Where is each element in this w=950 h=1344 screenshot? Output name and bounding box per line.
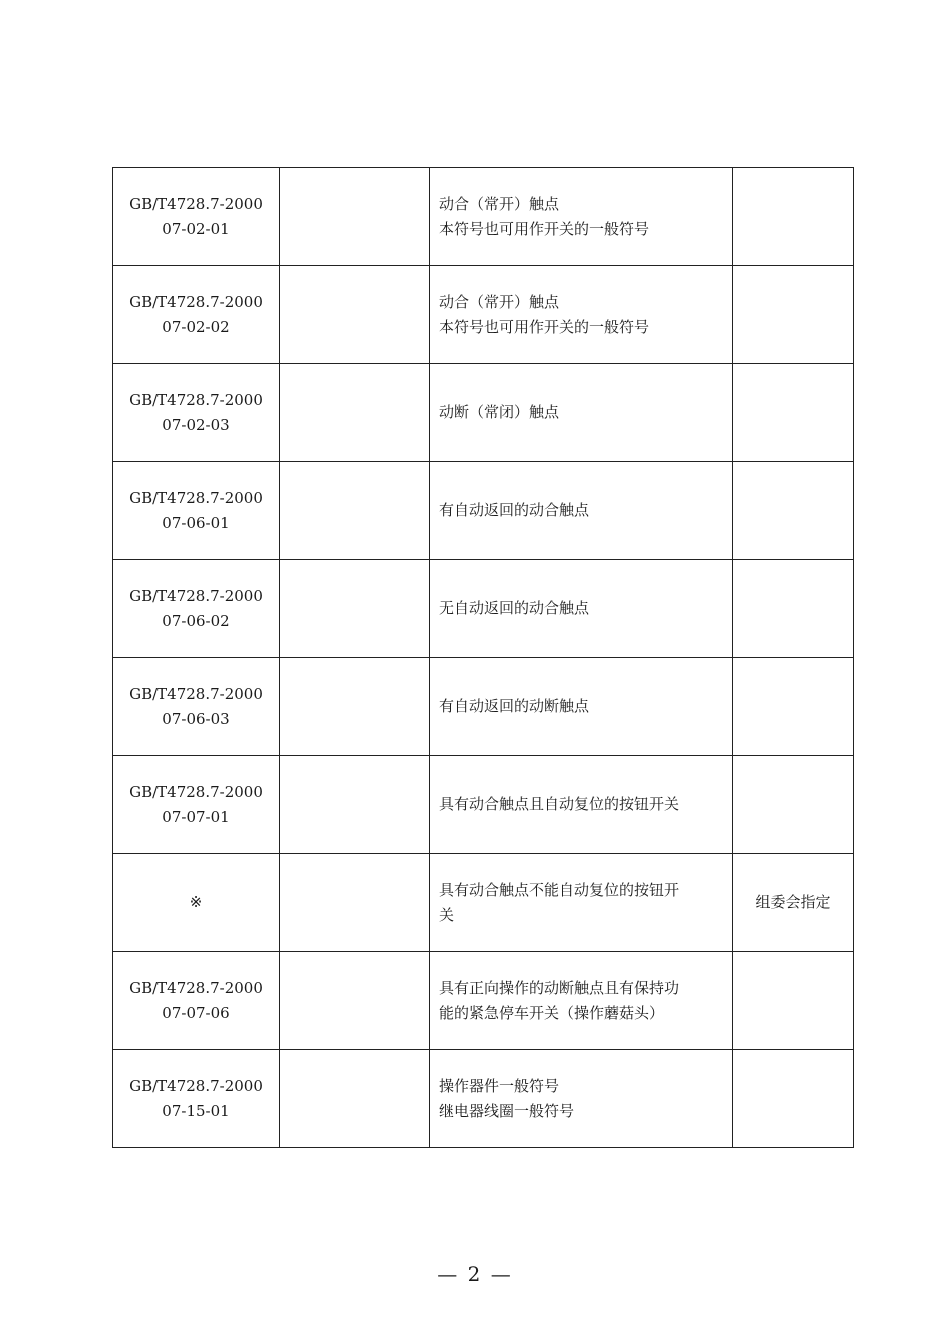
standard-code-text: GB/T4728.7-2000 [129, 194, 263, 213]
table-row [113, 952, 854, 1050]
description-cell [430, 1050, 733, 1148]
standard-code-cell [113, 952, 280, 1050]
standard-code-text: GB/T4728.7-2000 [129, 978, 263, 997]
standard-code-text: 07-07-06 [162, 1003, 230, 1022]
standard-code-text: GB/T4728.7-2000 [129, 1076, 263, 1095]
description-cell [430, 168, 733, 266]
note-cell [733, 462, 854, 560]
symbol-cell [280, 462, 430, 560]
description-text: 无自动返回的动合触点 [439, 599, 590, 617]
standard-code-text: ※ [189, 893, 203, 911]
note-cell [733, 168, 854, 266]
description-cell [430, 560, 733, 658]
standard-code-text: GB/T4728.7-2000 [129, 782, 263, 801]
note-cell [733, 658, 854, 756]
symbol-table [112, 167, 854, 1148]
note-cell [733, 266, 854, 364]
symbol-cell [280, 658, 430, 756]
standard-code-cell [113, 168, 280, 266]
description-cell [430, 364, 733, 462]
table-row [113, 560, 854, 658]
standard-code-text: GB/T4728.7-2000 [129, 390, 263, 409]
standard-code-cell [113, 266, 280, 364]
page-number: — 2 — [437, 1262, 513, 1286]
table-row [113, 462, 854, 560]
symbol-cell [280, 266, 430, 364]
description-text: 继电器线圈一般符号 [439, 1101, 575, 1120]
symbol-cell [280, 1050, 430, 1148]
standard-code-cell [113, 658, 280, 756]
note-cell [733, 756, 854, 854]
description-text: 具有动合触点且自动复位的按钮开关 [439, 795, 680, 813]
table-row [113, 266, 854, 364]
description-text: 动合（常开）触点 [439, 292, 560, 311]
table-row [113, 364, 854, 462]
note-cell [733, 560, 854, 658]
note-cell [733, 952, 854, 1050]
description-text: 具有动合触点不能自动复位的按钮开 [439, 880, 680, 899]
description-text: 动断（常闭）触点 [439, 403, 560, 421]
table-row [113, 854, 854, 952]
description-cell [430, 266, 733, 364]
symbol-cell [280, 364, 430, 462]
description-text: 能的紧急停车开关（操作蘑菇头） [439, 1003, 665, 1022]
description-text: 有自动返回的动断触点 [439, 697, 590, 715]
standard-code-text: GB/T4728.7-2000 [129, 586, 263, 605]
standard-code-text: GB/T4728.7-2000 [129, 292, 263, 311]
description-cell [430, 658, 733, 756]
note-cell [733, 364, 854, 462]
description-text: 有自动返回的动合触点 [439, 501, 590, 519]
description-text: 本符号也可用作开关的一般符号 [439, 219, 650, 238]
description-text: 本符号也可用作开关的一般符号 [439, 317, 650, 336]
standard-code-cell [113, 364, 280, 462]
standard-code-cell [113, 756, 280, 854]
symbol-table-body [113, 168, 854, 1148]
note-cell [733, 1050, 854, 1148]
standard-code-text: 07-07-01 [162, 807, 230, 826]
standard-code-text: 07-02-02 [162, 317, 230, 336]
standard-code-text: 07-06-03 [162, 709, 230, 728]
description-text: 操作器件一般符号 [439, 1076, 560, 1095]
table-row [113, 168, 854, 266]
symbol-cell [280, 854, 430, 952]
standard-code-cell [113, 560, 280, 658]
symbol-cell [280, 560, 430, 658]
standard-code-cell [113, 1050, 280, 1148]
note-cell: 组委会指定 [733, 854, 854, 952]
symbol-cell [280, 952, 430, 1050]
symbol-cell [280, 756, 430, 854]
standard-code-text: 07-02-03 [162, 415, 230, 434]
description-text: 动合（常开）触点 [439, 194, 560, 213]
table-row [113, 658, 854, 756]
description-cell [430, 952, 733, 1050]
standard-code-text: 07-02-01 [162, 219, 230, 238]
symbol-cell [280, 168, 430, 266]
standard-code-cell [113, 854, 280, 952]
description-text: 具有正向操作的动断触点且有保持功 [439, 978, 680, 997]
standard-code-text: GB/T4728.7-2000 [129, 684, 263, 703]
description-cell [430, 756, 733, 854]
table-row [113, 756, 854, 854]
standard-code-text: 07-06-02 [162, 611, 230, 630]
standard-code-text: 07-06-01 [162, 513, 230, 532]
description-cell [430, 462, 733, 560]
description-cell [430, 854, 733, 952]
table-row [113, 1050, 854, 1148]
description-text: 关 [439, 905, 455, 924]
standard-code-text: GB/T4728.7-2000 [129, 488, 263, 507]
standard-code-cell [113, 462, 280, 560]
standard-code-text: 07-15-01 [162, 1101, 230, 1120]
